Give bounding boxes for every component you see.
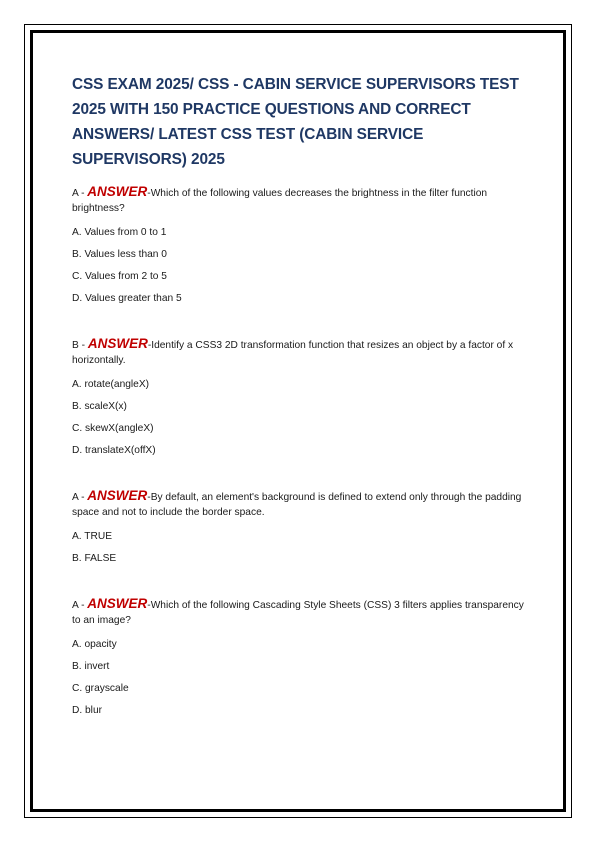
question-body: -By default, an element's background is defined to extend only through the padding space and not to include the border space. [72, 492, 522, 518]
answer-letter: A [72, 492, 79, 503]
option-item: B. scaleX(x) [72, 401, 127, 412]
answer-letter: B [72, 340, 79, 351]
option-item: D. blur [72, 705, 103, 716]
option-item: B. invert [72, 661, 110, 672]
option-item: A. rotate(angleX) [72, 379, 150, 390]
question-block [72, 488, 524, 566]
question-body: -Which of the following Cascading Style Sheets (CSS) 3 filters applies transparency to an image? [72, 600, 524, 626]
question-block [72, 184, 524, 306]
question-block [72, 336, 524, 458]
question-text [72, 336, 524, 368]
document-title: CSS EXAM 2025/ CSS - CABIN SERVICE SUPERVISORS TEST 2025 WITH 150 PRACTICE QUESTIONS AND CORRECT ANSWERS/ LATEST CSS TEST (CABIN SERVICE SUPERVISORS) 2025 [72, 76, 519, 168]
answer-label: ANSWER [87, 488, 148, 503]
question-body: -Identify a CSS3 2D transformation function that resizes an object by a factor of x horizontally. [72, 340, 514, 366]
answer-separator: - [78, 188, 88, 199]
answer-letter: A [72, 188, 79, 199]
answer-separator: - [78, 340, 88, 351]
option-item: C. Values from 2 to 5 [72, 271, 167, 282]
option-item: A. opacity [72, 639, 117, 650]
answer-label: ANSWER [87, 184, 148, 199]
answer-label: ANSWER [87, 336, 148, 351]
answer-separator: - [78, 600, 88, 611]
option-item: C. grayscale [72, 683, 129, 694]
answer-letter: A [72, 600, 79, 611]
question-text [72, 184, 524, 216]
question-block [72, 596, 524, 718]
option-item: C. skewX(angleX) [72, 423, 154, 434]
option-item: B. FALSE [72, 553, 117, 564]
option-item: A. TRUE [72, 531, 113, 542]
answer-separator: - [78, 492, 88, 503]
option-item: A. Values from 0 to 1 [72, 227, 167, 238]
question-text [72, 596, 524, 628]
option-item: B. Values less than 0 [72, 249, 167, 260]
option-item: D. Values greater than 5 [72, 293, 182, 304]
question-text [72, 488, 524, 520]
question-body: -Which of the following values decreases the brightness in the filter function brightness? [72, 188, 488, 214]
document-body [72, 72, 524, 718]
option-item: D. translateX(offX) [72, 445, 156, 456]
answer-label: ANSWER [87, 596, 148, 611]
